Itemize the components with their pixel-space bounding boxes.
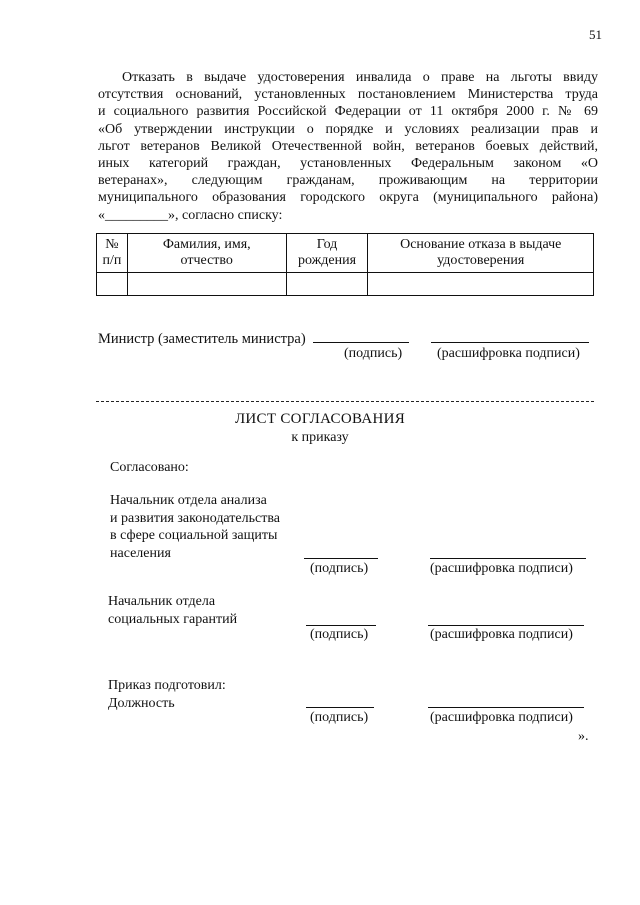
page-number: 51 — [589, 27, 602, 42]
approver-position: Начальник отдела анализа и развития законодательства в сфере социальной защиты населения — [110, 493, 280, 561]
minister-label: Министр (заместитель министра) — [98, 331, 306, 347]
paragraph-line: «_________», согласно списку: — [98, 207, 283, 223]
signature-line — [313, 328, 409, 343]
cut-line-divider — [96, 401, 594, 402]
paragraph-line: Отказать в выдаче удостоверения инвалида о праве на льготы ввиду — [122, 70, 598, 85]
signature-caption: (подпись) — [310, 561, 369, 576]
signature-caption: (подпись) — [310, 627, 369, 642]
minister-signature-caption: (подпись) — [344, 346, 403, 361]
signature-line — [304, 558, 378, 559]
decoding-caption: (расшифровка подписи) — [430, 627, 573, 642]
decoding-line — [431, 328, 589, 343]
approver-position: Начальник отдела социальных гарантий — [108, 594, 238, 627]
decoding-line — [428, 625, 584, 626]
paragraph-line: «Об утверждении инструкции о порядке и условиях реализации прав и — [98, 121, 598, 137]
minister-line — [98, 328, 589, 348]
closing-quote-mark: ». — [578, 729, 589, 744]
signature-line — [306, 625, 376, 626]
col-header-birth-year: Год рождения — [286, 234, 368, 273]
decoding-caption: (расшифровка подписи) — [430, 710, 573, 725]
col-header-refusal-reason: Основание отказа в выдаче удостоверения — [368, 234, 594, 273]
decoding-line — [430, 558, 586, 559]
paragraph-line: льгот ветеранов Великой Отечественной войн, ветеранов боевых действий, — [98, 138, 598, 154]
table-row — [97, 273, 594, 296]
refusal-paragraph — [98, 69, 598, 224]
col-header-name: Фамилия, имя, отчество — [127, 234, 286, 273]
col-header-number: № п/п — [97, 234, 128, 273]
agreed-label: Согласовано: — [110, 460, 189, 475]
table-header-row — [97, 234, 594, 273]
approval-sheet-subtitle: к приказу — [291, 430, 349, 445]
signature-caption: (подпись) — [310, 710, 369, 725]
refusal-table — [96, 233, 594, 296]
prepared-by: Приказ подготовил: Должность — [108, 678, 226, 711]
paragraph-line: иных категорий граждан, установленных Федеральным законом «О — [98, 155, 598, 171]
table-cell — [286, 273, 368, 296]
paragraph-line: отсутствия оснований, установленных постановлением Министерства труда — [98, 87, 598, 103]
paragraph-line: ветеранах», следующим гражданам, проживающим на территории — [98, 173, 598, 189]
paragraph-line: муниципального образования городского округа (муниципального района) — [98, 190, 598, 206]
signature-line — [306, 707, 374, 708]
minister-decoding-caption: (расшифровка подписи) — [437, 346, 580, 361]
paragraph-line: и социального развития Российской Федерации от 11 октября 2000 г. № 69 — [98, 104, 598, 120]
table-cell — [97, 273, 128, 296]
decoding-line — [428, 707, 584, 708]
table-cell — [368, 273, 594, 296]
table-cell — [127, 273, 286, 296]
approval-sheet-title: ЛИСТ СОГЛАСОВАНИЯ — [234, 411, 406, 427]
decoding-caption: (расшифровка подписи) — [430, 561, 573, 576]
